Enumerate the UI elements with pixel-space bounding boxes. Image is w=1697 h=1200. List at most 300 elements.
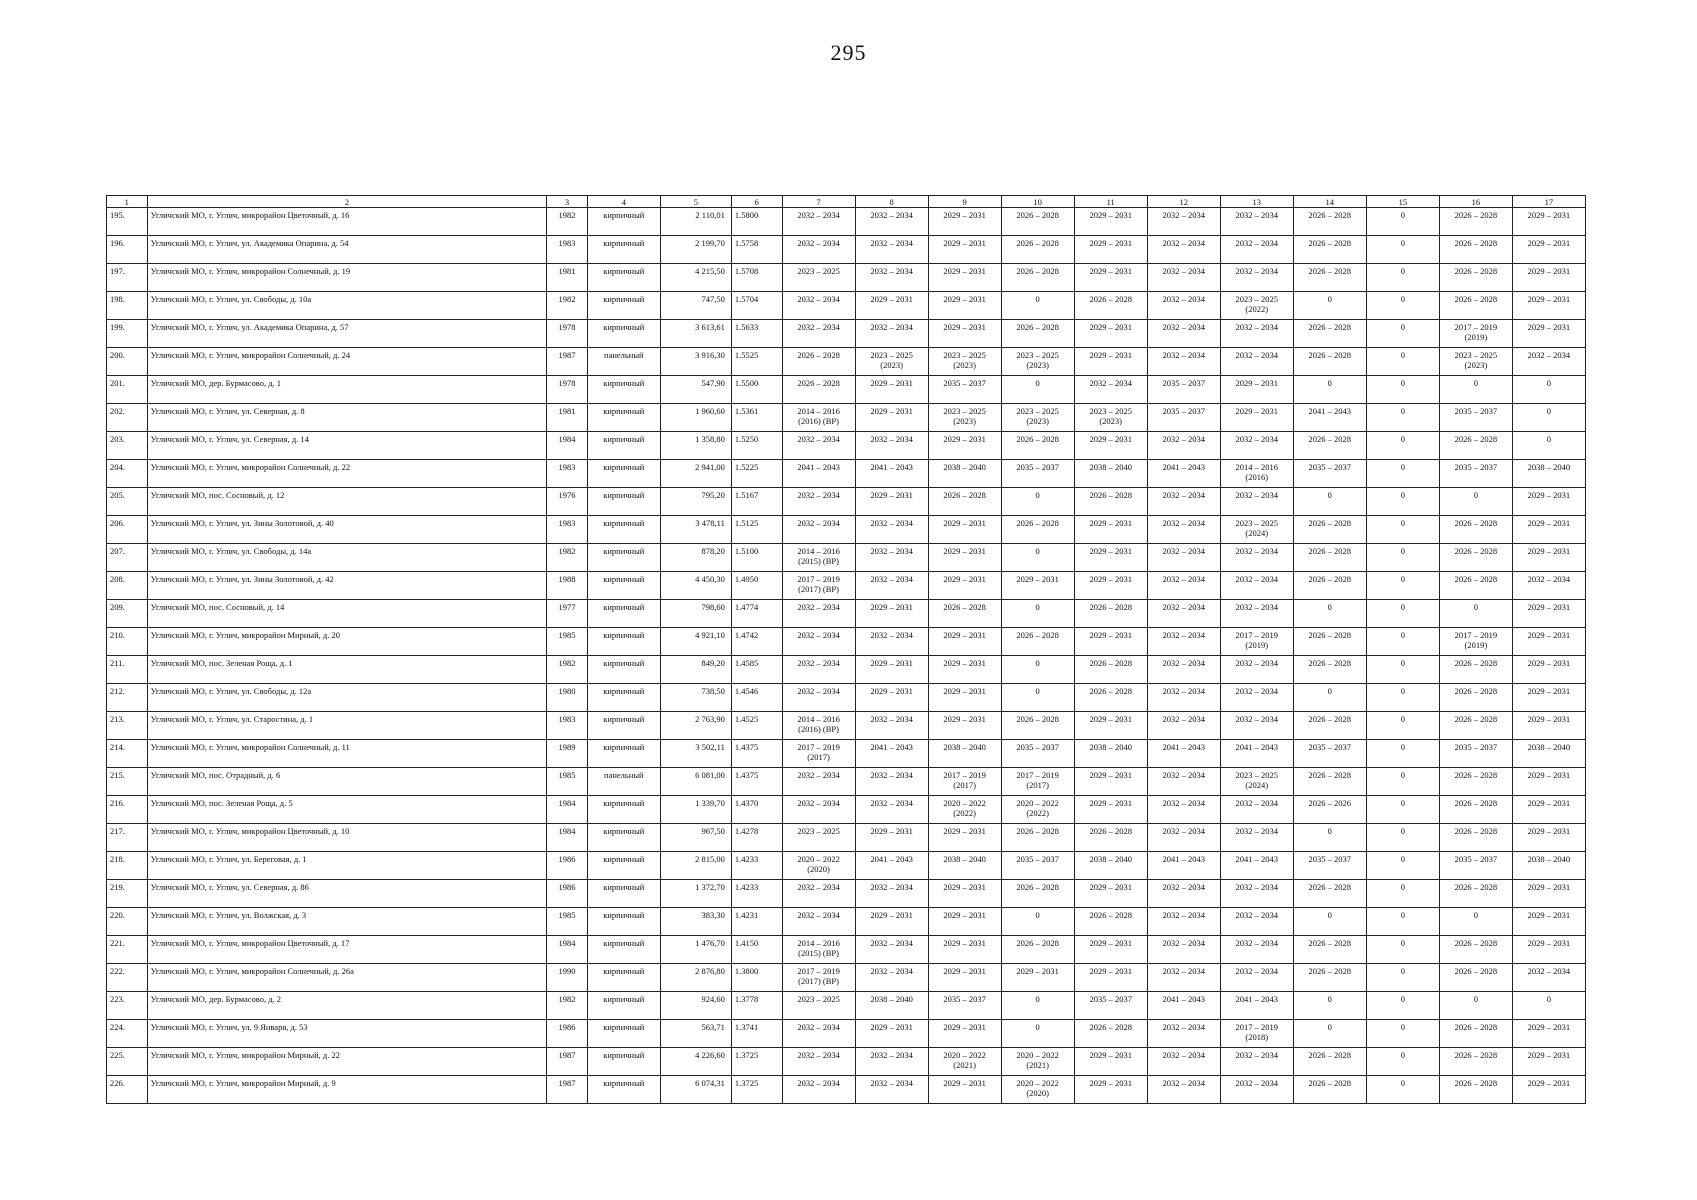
value-col-15: 0 xyxy=(1366,880,1439,908)
period-col-10: 2035 – 2037 xyxy=(1001,460,1074,488)
period-col-8: 2032 – 2034 xyxy=(855,712,928,740)
value-col-15: 0 xyxy=(1366,824,1439,852)
period-col-7: 2026 – 2028 xyxy=(782,348,855,376)
table-row xyxy=(107,684,1586,712)
table-row xyxy=(107,264,1586,292)
period-col-7: 2023 – 2025 xyxy=(782,992,855,1020)
period-col-14: 2026 – 2028 xyxy=(1293,712,1366,740)
period-col-17: 2038 – 2040 xyxy=(1512,852,1585,880)
column-number-4: 4 xyxy=(587,196,660,208)
value-col-15: 0 xyxy=(1366,460,1439,488)
period-detail: (2020) xyxy=(1026,1088,1049,1098)
year-cell: 1981 xyxy=(547,404,588,432)
period-col-16: 2026 – 2028 xyxy=(1439,292,1512,320)
table-row xyxy=(107,516,1586,544)
coefficient-cell: 1.4546 xyxy=(731,684,782,712)
period-col-14: 2026 – 2028 xyxy=(1293,628,1366,656)
period-range: 2023 – 2025 xyxy=(1235,518,1278,528)
area-cell: 795,20 xyxy=(660,488,731,516)
period-range: 2017 – 2019 xyxy=(1454,630,1498,640)
period-col-7: 2032 – 2034 xyxy=(782,908,855,936)
period-detail: (2017) xyxy=(1026,780,1049,790)
value-col-15: 0 xyxy=(1366,684,1439,712)
address-cell: Угличский МО, г. Углич, микрорайон Цветочный, д. 10 xyxy=(147,824,547,852)
period-col-14: 0 xyxy=(1293,600,1366,628)
address-cell: Угличский МО, г. Углич, ул. Зины Золотовой, д. 40 xyxy=(147,516,547,544)
period-col-13: 2032 – 2034 xyxy=(1220,684,1293,712)
period-detail: (2023) xyxy=(1464,360,1488,370)
area-cell: 563,71 xyxy=(660,1020,731,1048)
period-col-8: 2032 – 2034 xyxy=(855,236,928,264)
period-col-7 xyxy=(782,712,855,740)
period-col-7: 2032 – 2034 xyxy=(782,516,855,544)
period-col-10: 2035 – 2037 xyxy=(1001,740,1074,768)
address-cell: Угличский МО, г. Углич, микрорайон Солнечный, д. 11 xyxy=(147,740,547,768)
wall-material-cell: кирпичный xyxy=(587,824,660,852)
period-col-16 xyxy=(1439,320,1512,348)
column-number-8: 8 xyxy=(855,196,928,208)
period-detail: (2019) xyxy=(1464,332,1488,342)
row-number: 218. xyxy=(107,852,148,880)
value-col-15: 0 xyxy=(1366,516,1439,544)
period-col-9: 2038 – 2040 xyxy=(928,460,1001,488)
period-range: 2020 – 2022 xyxy=(1016,798,1059,808)
period-range: 2023 – 2025 xyxy=(870,350,913,360)
period-col-11: 2029 – 2031 xyxy=(1074,628,1147,656)
row-number: 226. xyxy=(107,1076,148,1104)
period-col-10 xyxy=(1001,404,1074,432)
period-col-12: 2035 – 2037 xyxy=(1147,376,1220,404)
value-col-15: 0 xyxy=(1366,740,1439,768)
period-col-9 xyxy=(928,1048,1001,1076)
period-col-12: 2032 – 2034 xyxy=(1147,1020,1220,1048)
period-col-13: 2032 – 2034 xyxy=(1220,908,1293,936)
period-col-7: 2032 – 2034 xyxy=(782,796,855,824)
wall-material-cell: кирпичный xyxy=(587,628,660,656)
period-col-7: 2041 – 2043 xyxy=(782,460,855,488)
period-col-12: 2041 – 2043 xyxy=(1147,852,1220,880)
period-col-12: 2032 – 2034 xyxy=(1147,516,1220,544)
period-col-9: 2029 – 2031 xyxy=(928,656,1001,684)
wall-material-cell: кирпичный xyxy=(587,544,660,572)
period-col-17: 0 xyxy=(1512,432,1585,460)
period-col-16: 2026 – 2028 xyxy=(1439,236,1512,264)
column-number-15: 15 xyxy=(1366,196,1439,208)
area-cell: 924,60 xyxy=(660,992,731,1020)
period-detail: (2020) xyxy=(807,864,830,874)
address-cell: Угличский МО, г. Углич, микрорайон Солнечный, д. 22 xyxy=(147,460,547,488)
table-row xyxy=(107,768,1586,796)
value-col-15: 0 xyxy=(1366,264,1439,292)
wall-material-cell: кирпичный xyxy=(587,684,660,712)
period-col-12: 2032 – 2034 xyxy=(1147,964,1220,992)
address-cell: Угличский МО, пос. Сосновый, д. 12 xyxy=(147,488,547,516)
period-range: 2020 – 2022 xyxy=(943,798,986,808)
period-col-8: 2029 – 2031 xyxy=(855,488,928,516)
period-col-17: 2029 – 2031 xyxy=(1512,292,1585,320)
period-col-17: 2032 – 2034 xyxy=(1512,348,1585,376)
period-col-14: 0 xyxy=(1293,684,1366,712)
coefficient-cell: 1.4774 xyxy=(731,600,782,628)
period-col-13: 2032 – 2034 xyxy=(1220,320,1293,348)
area-cell: 2 941,00 xyxy=(660,460,731,488)
table-row xyxy=(107,236,1586,264)
coefficient-cell: 1.5250 xyxy=(731,432,782,460)
period-detail: (2022) xyxy=(953,808,976,818)
year-cell: 1984 xyxy=(547,796,588,824)
period-col-13: 2032 – 2034 xyxy=(1220,348,1293,376)
wall-material-cell: кирпичный xyxy=(587,460,660,488)
period-col-8: 2029 – 2031 xyxy=(855,684,928,712)
period-col-8: 2029 – 2031 xyxy=(855,600,928,628)
period-col-12: 2032 – 2034 xyxy=(1147,628,1220,656)
period-col-8 xyxy=(855,348,928,376)
period-col-11: 2029 – 2031 xyxy=(1074,936,1147,964)
table-row xyxy=(107,1076,1586,1104)
wall-material-cell: кирпичный xyxy=(587,600,660,628)
period-col-9: 2029 – 2031 xyxy=(928,712,1001,740)
period-detail: (2022) xyxy=(1026,808,1049,818)
address-cell: Угличский МО, г. Углич, микрорайон Солнечный, д. 19 xyxy=(147,264,547,292)
period-col-7 xyxy=(782,852,855,880)
period-col-17: 2029 – 2031 xyxy=(1512,908,1585,936)
table-row xyxy=(107,712,1586,740)
period-col-12: 2032 – 2034 xyxy=(1147,908,1220,936)
period-col-8: 2041 – 2043 xyxy=(855,852,928,880)
period-detail: (2024) xyxy=(1245,780,1269,790)
value-col-15: 0 xyxy=(1366,432,1439,460)
coefficient-cell: 1.4231 xyxy=(731,908,782,936)
period-col-14: 2026 – 2028 xyxy=(1293,544,1366,572)
page-number: 295 xyxy=(830,40,867,65)
area-cell: 2 815,00 xyxy=(660,852,731,880)
period-detail: (2023) xyxy=(1026,360,1049,370)
period-col-17: 2029 – 2031 xyxy=(1512,684,1585,712)
period-col-16: 2026 – 2028 xyxy=(1439,432,1512,460)
value-col-15: 0 xyxy=(1366,292,1439,320)
row-number: 214. xyxy=(107,740,148,768)
period-col-10: 2026 – 2028 xyxy=(1001,208,1074,236)
area-cell: 6 074,31 xyxy=(660,1076,731,1104)
value-col-15: 0 xyxy=(1366,320,1439,348)
year-cell: 1983 xyxy=(547,460,588,488)
period-col-8: 2029 – 2031 xyxy=(855,824,928,852)
year-cell: 1986 xyxy=(547,880,588,908)
period-col-9 xyxy=(928,796,1001,824)
period-col-17: 2029 – 2031 xyxy=(1512,1076,1585,1104)
table-row xyxy=(107,208,1586,236)
period-col-14: 0 xyxy=(1293,1020,1366,1048)
period-col-10 xyxy=(1001,1076,1074,1104)
period-col-12: 2032 – 2034 xyxy=(1147,348,1220,376)
period-col-14: 2035 – 2037 xyxy=(1293,852,1366,880)
period-col-8: 2029 – 2031 xyxy=(855,376,928,404)
period-col-9: 2029 – 2031 xyxy=(928,292,1001,320)
area-cell: 4 450,30 xyxy=(660,572,731,600)
period-col-8: 2032 – 2034 xyxy=(855,264,928,292)
period-col-13: 2041 – 2043 xyxy=(1220,740,1293,768)
period-col-7: 2032 – 2034 xyxy=(782,684,855,712)
period-col-13 xyxy=(1220,292,1293,320)
wall-material-cell: кирпичный xyxy=(587,404,660,432)
wall-material-cell: кирпичный xyxy=(587,796,660,824)
period-col-8: 2029 – 2031 xyxy=(855,1020,928,1048)
period-col-7: 2032 – 2034 xyxy=(782,488,855,516)
period-detail: (2023) xyxy=(1026,416,1049,426)
period-range: 2014 – 2016 xyxy=(797,406,840,416)
table-row xyxy=(107,292,1586,320)
period-col-12: 2032 – 2034 xyxy=(1147,432,1220,460)
period-col-16: 2035 – 2037 xyxy=(1439,460,1512,488)
period-col-17: 2029 – 2031 xyxy=(1512,712,1585,740)
period-col-16: 2026 – 2028 xyxy=(1439,572,1512,600)
year-cell: 1985 xyxy=(547,908,588,936)
period-col-11: 2029 – 2031 xyxy=(1074,208,1147,236)
period-col-8: 2032 – 2034 xyxy=(855,880,928,908)
period-col-8: 2029 – 2031 xyxy=(855,292,928,320)
area-cell: 2 876,80 xyxy=(660,964,731,992)
period-col-13 xyxy=(1220,628,1293,656)
row-number: 204. xyxy=(107,460,148,488)
period-col-11: 2026 – 2028 xyxy=(1074,600,1147,628)
area-cell: 3 502,11 xyxy=(660,740,731,768)
table-row xyxy=(107,488,1586,516)
period-range: 2023 – 2025 xyxy=(1089,406,1132,416)
period-col-11: 2026 – 2028 xyxy=(1074,824,1147,852)
period-col-7 xyxy=(782,572,855,600)
period-col-9: 2029 – 2031 xyxy=(928,824,1001,852)
period-col-11: 2029 – 2031 xyxy=(1074,880,1147,908)
column-number-17: 17 xyxy=(1512,196,1585,208)
period-col-11: 2032 – 2034 xyxy=(1074,376,1147,404)
address-cell: Угличский МО, г. Углич, ул. Академика Опарина, д. 54 xyxy=(147,236,547,264)
period-col-9 xyxy=(928,348,1001,376)
period-col-10: 0 xyxy=(1001,908,1074,936)
year-cell: 1976 xyxy=(547,488,588,516)
period-col-16: 0 xyxy=(1439,600,1512,628)
value-col-15: 0 xyxy=(1366,544,1439,572)
coefficient-cell: 1.4278 xyxy=(731,824,782,852)
period-col-16: 2026 – 2028 xyxy=(1439,656,1512,684)
period-col-16: 2026 – 2028 xyxy=(1439,824,1512,852)
period-col-17: 2038 – 2040 xyxy=(1512,740,1585,768)
period-col-14: 2026 – 2028 xyxy=(1293,516,1366,544)
coefficient-cell: 1.5633 xyxy=(731,320,782,348)
table-row xyxy=(107,992,1586,1020)
period-detail: (2023) xyxy=(880,360,903,370)
period-col-11: 2029 – 2031 xyxy=(1074,320,1147,348)
value-col-15: 0 xyxy=(1366,768,1439,796)
period-detail: (2017) xyxy=(953,780,976,790)
period-col-9: 2029 – 2031 xyxy=(928,964,1001,992)
period-col-7: 2032 – 2034 xyxy=(782,1076,855,1104)
table-row xyxy=(107,544,1586,572)
period-col-12: 2041 – 2043 xyxy=(1147,992,1220,1020)
address-cell: Угличский МО, г. Углич, ул. Свободы, д. 10а xyxy=(147,292,547,320)
row-number: 199. xyxy=(107,320,148,348)
table-row xyxy=(107,936,1586,964)
period-col-8: 2032 – 2034 xyxy=(855,768,928,796)
year-cell: 1987 xyxy=(547,1048,588,1076)
column-number-5: 5 xyxy=(660,196,731,208)
year-cell: 1978 xyxy=(547,320,588,348)
period-col-11: 2029 – 2031 xyxy=(1074,768,1147,796)
year-cell: 1986 xyxy=(547,852,588,880)
address-cell: Угличский МО, г. Углич, ул. Волжская, д. 3 xyxy=(147,908,547,936)
period-col-16: 2026 – 2028 xyxy=(1439,208,1512,236)
period-col-16: 2026 – 2028 xyxy=(1439,796,1512,824)
address-cell: Угличский МО, пос. Зеленая Роща, д. 5 xyxy=(147,796,547,824)
value-col-15: 0 xyxy=(1366,628,1439,656)
table-row xyxy=(107,656,1586,684)
row-number: 216. xyxy=(107,796,148,824)
row-number: 210. xyxy=(107,628,148,656)
value-col-15: 0 xyxy=(1366,572,1439,600)
coefficient-cell: 1.4233 xyxy=(731,880,782,908)
period-col-10 xyxy=(1001,1048,1074,1076)
period-col-7 xyxy=(782,936,855,964)
area-cell: 1 372,70 xyxy=(660,880,731,908)
coefficient-cell: 1.5525 xyxy=(731,348,782,376)
coefficient-cell: 1.4233 xyxy=(731,852,782,880)
period-col-17: 0 xyxy=(1512,992,1585,1020)
period-col-16: 2035 – 2037 xyxy=(1439,404,1512,432)
period-col-11: 2038 – 2040 xyxy=(1074,740,1147,768)
year-cell: 1985 xyxy=(547,768,588,796)
period-range: 2023 – 2025 xyxy=(943,350,986,360)
period-col-7: 2032 – 2034 xyxy=(782,880,855,908)
period-col-11: 2029 – 2031 xyxy=(1074,1076,1147,1104)
period-col-7 xyxy=(782,740,855,768)
period-col-8: 2032 – 2034 xyxy=(855,516,928,544)
table-row xyxy=(107,740,1586,768)
period-col-13: 2029 – 2031 xyxy=(1220,404,1293,432)
period-col-14: 2026 – 2026 xyxy=(1293,796,1366,824)
period-col-10 xyxy=(1001,768,1074,796)
period-col-17: 2032 – 2034 xyxy=(1512,572,1585,600)
housing-register-table xyxy=(106,195,1586,1104)
period-col-12: 2032 – 2034 xyxy=(1147,292,1220,320)
period-col-9: 2029 – 2031 xyxy=(928,264,1001,292)
period-col-10: 0 xyxy=(1001,1020,1074,1048)
period-col-17: 2029 – 2031 xyxy=(1512,1048,1585,1076)
period-col-14: 0 xyxy=(1293,824,1366,852)
year-cell: 1982 xyxy=(547,292,588,320)
period-col-17: 2029 – 2031 xyxy=(1512,880,1585,908)
period-col-12: 2032 – 2034 xyxy=(1147,320,1220,348)
period-col-16: 2026 – 2028 xyxy=(1439,712,1512,740)
address-cell: Угличский МО, г. Углич, микрорайон Мирный, д. 20 xyxy=(147,628,547,656)
period-col-14: 2026 – 2028 xyxy=(1293,1076,1366,1104)
period-detail: (2017) (ВР) xyxy=(798,976,839,986)
period-col-12: 2032 – 2034 xyxy=(1147,936,1220,964)
period-col-10: 2026 – 2028 xyxy=(1001,712,1074,740)
period-col-7: 2032 – 2034 xyxy=(782,292,855,320)
period-col-13: 2032 – 2034 xyxy=(1220,488,1293,516)
period-detail: (2022) xyxy=(1245,304,1269,314)
period-col-14: 2026 – 2028 xyxy=(1293,964,1366,992)
period-col-17: 2029 – 2031 xyxy=(1512,208,1585,236)
period-col-13 xyxy=(1220,460,1293,488)
area-cell: 383,30 xyxy=(660,908,731,936)
period-col-7: 2032 – 2034 xyxy=(782,320,855,348)
period-detail: (2023) xyxy=(1099,416,1123,426)
period-col-16 xyxy=(1439,348,1512,376)
period-col-8: 2041 – 2043 xyxy=(855,740,928,768)
area-cell: 1 339,70 xyxy=(660,796,731,824)
value-col-15: 0 xyxy=(1366,404,1439,432)
period-detail: (2016) (ВР) xyxy=(798,724,839,734)
period-col-7: 2032 – 2034 xyxy=(782,768,855,796)
column-number-row xyxy=(107,196,1586,208)
period-col-11: 2026 – 2028 xyxy=(1074,656,1147,684)
period-col-9: 2029 – 2031 xyxy=(928,1076,1001,1104)
period-col-14: 2026 – 2028 xyxy=(1293,936,1366,964)
period-col-12: 2032 – 2034 xyxy=(1147,544,1220,572)
period-col-8: 2029 – 2031 xyxy=(855,404,928,432)
period-col-8: 2032 – 2034 xyxy=(855,1076,928,1104)
row-number: 207. xyxy=(107,544,148,572)
period-col-13: 2032 – 2034 xyxy=(1220,712,1293,740)
period-col-8: 2032 – 2034 xyxy=(855,796,928,824)
period-range: 2020 – 2022 xyxy=(943,1050,986,1060)
address-cell: Угличский МО, пос. Сосновый, д. 14 xyxy=(147,600,547,628)
wall-material-cell: кирпичный xyxy=(587,992,660,1020)
period-col-12: 2041 – 2043 xyxy=(1147,460,1220,488)
period-range: 2023 – 2025 xyxy=(1454,350,1498,360)
year-cell: 1983 xyxy=(547,236,588,264)
value-col-15: 0 xyxy=(1366,488,1439,516)
period-col-16 xyxy=(1439,628,1512,656)
period-col-11: 2029 – 2031 xyxy=(1074,796,1147,824)
row-number: 213. xyxy=(107,712,148,740)
period-col-16: 2026 – 2028 xyxy=(1439,880,1512,908)
year-cell: 1984 xyxy=(547,824,588,852)
period-col-17: 2029 – 2031 xyxy=(1512,628,1585,656)
row-number: 223. xyxy=(107,992,148,1020)
period-col-11: 2029 – 2031 xyxy=(1074,572,1147,600)
period-col-7 xyxy=(782,544,855,572)
table-row xyxy=(107,824,1586,852)
period-col-14: 0 xyxy=(1293,908,1366,936)
year-cell: 1985 xyxy=(547,628,588,656)
period-col-8: 2029 – 2031 xyxy=(855,908,928,936)
period-col-11 xyxy=(1074,404,1147,432)
value-col-15: 0 xyxy=(1366,236,1439,264)
wall-material-cell: панельный xyxy=(587,348,660,376)
period-col-9: 2029 – 2031 xyxy=(928,516,1001,544)
period-col-8: 2032 – 2034 xyxy=(855,1048,928,1076)
area-cell: 1 960,60 xyxy=(660,404,731,432)
address-cell: Угличский МО, г. Углич, ул. Северная, д. 14 xyxy=(147,432,547,460)
period-col-10: 0 xyxy=(1001,656,1074,684)
period-col-10: 2026 – 2028 xyxy=(1001,432,1074,460)
period-col-7: 2032 – 2034 xyxy=(782,656,855,684)
period-col-11: 2038 – 2040 xyxy=(1074,852,1147,880)
period-col-14: 2026 – 2028 xyxy=(1293,572,1366,600)
period-col-14: 2035 – 2037 xyxy=(1293,460,1366,488)
period-range: 2017 – 2019 xyxy=(797,966,840,976)
column-number-14: 14 xyxy=(1293,196,1366,208)
area-cell: 3 916,30 xyxy=(660,348,731,376)
period-col-8: 2041 – 2043 xyxy=(855,460,928,488)
period-col-16: 0 xyxy=(1439,376,1512,404)
column-number-11: 11 xyxy=(1074,196,1147,208)
period-col-10: 0 xyxy=(1001,684,1074,712)
table-row xyxy=(107,852,1586,880)
period-col-14: 2026 – 2028 xyxy=(1293,880,1366,908)
period-col-7: 2032 – 2034 xyxy=(782,628,855,656)
